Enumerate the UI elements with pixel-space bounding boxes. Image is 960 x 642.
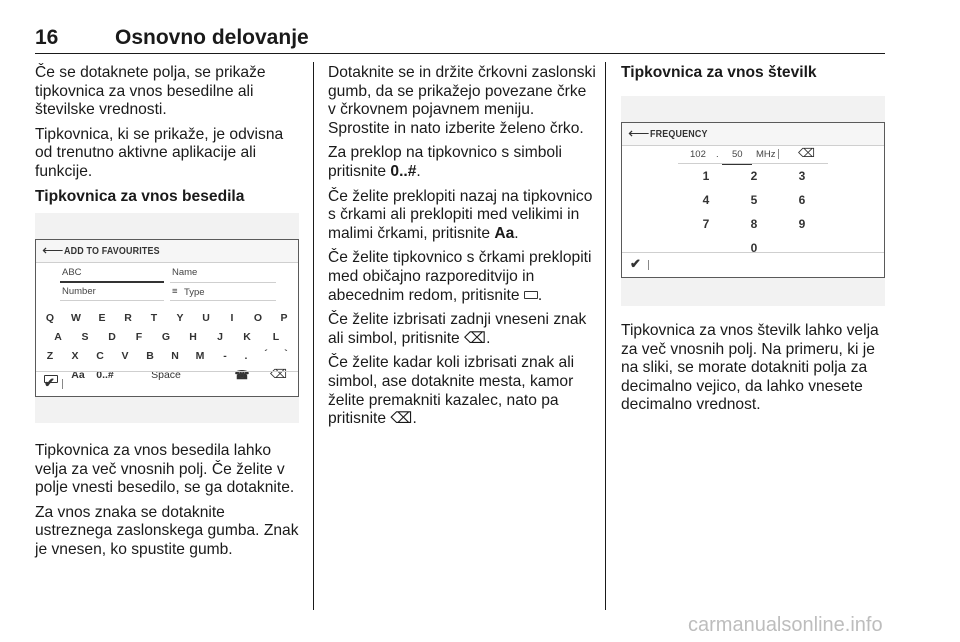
watermark: carmanualsonline.info	[688, 614, 883, 636]
paragraph: Za vnos znaka se dotaknite ustreznega zaslonskega gumba. Znak je vnesen, ko spustite gumb.	[35, 503, 299, 558]
digit-key[interactable]: 9	[798, 217, 806, 231]
screen-bottom-bar	[36, 371, 298, 396]
digit-key[interactable]: 8	[750, 217, 758, 231]
text-run: Če želite preklopiti nazaj na tipkovnico s črkami ali preklopiti med velikimi in malimi črkami, pritisnite	[328, 187, 593, 242]
paragraph	[328, 144, 596, 181]
back-arrow-icon[interactable]: ⟵	[42, 242, 64, 259]
field-underline	[60, 300, 164, 301]
key[interactable]: K	[243, 331, 251, 343]
paragraph: Tipkovnica za vnos besedila lahko velja za več vnosnih polj. Če želite v polje vnesti besedilo, se ga dotaknite.	[35, 442, 295, 497]
key[interactable]: B	[146, 350, 154, 362]
digit-key[interactable]: 7	[702, 217, 710, 231]
number-keyboard-figure	[621, 96, 885, 306]
digit-key[interactable]: 6	[798, 193, 806, 207]
screen-titlebar	[36, 240, 298, 263]
frequency-integer-field[interactable]: 102	[690, 149, 706, 160]
key[interactable]: L	[272, 331, 280, 343]
key[interactable]: M	[195, 350, 205, 362]
key[interactable]: .	[244, 350, 248, 362]
digit-key[interactable]: 3	[798, 169, 806, 183]
key[interactable]: E	[98, 312, 106, 324]
bold-run: Aa	[494, 224, 515, 242]
paragraph	[328, 188, 596, 244]
field-label-number[interactable]: Number	[62, 286, 96, 297]
key[interactable]: Z	[46, 350, 54, 362]
page-number: 16	[35, 26, 59, 49]
screen-bottom-bar	[622, 252, 884, 277]
text-cursor	[778, 149, 779, 159]
field-underline	[170, 300, 276, 301]
bold-run: 0..#	[390, 162, 417, 180]
key[interactable]: X	[71, 350, 79, 362]
key[interactable]: S	[81, 331, 89, 343]
field-underline	[678, 163, 828, 164]
section-heading: Tipkovnica za vnos besedila	[35, 187, 245, 205]
key[interactable]: D	[108, 331, 116, 343]
key[interactable]: V	[121, 350, 129, 362]
text-run: .	[514, 224, 519, 242]
text-run: Če želite tipkovnico s črkami preklopiti med običajno razporeditvijo in abecednim redom, pritisnite	[328, 249, 592, 304]
digit-key[interactable]: 4	[702, 193, 710, 207]
field-label-type[interactable]: Type	[184, 287, 205, 298]
key[interactable]: J	[217, 331, 223, 343]
text-keyboard-screen	[35, 239, 299, 397]
paragraph: Če se dotaknete polja, se prikaže tipkovnica za vnos besedilne ali številske vrednosti.	[35, 64, 266, 119]
key[interactable]: Q	[45, 312, 55, 324]
screen-titlebar	[622, 123, 884, 146]
paragraph: Dotaknite se in držite črkovni zaslonski gumb, da se prikažejo povezane črke v črkovnem pojavnem meniju. Sprostite in nato izberite želeno črko.	[328, 64, 596, 137]
column-divider	[313, 62, 314, 610]
keyboard-icon	[524, 291, 538, 299]
key[interactable]: ´	[264, 348, 268, 360]
column-1-top	[35, 64, 303, 212]
paragraph: Tipkovnica, ki se prikaže, je odvisna od trenutno aktivne aplikacije ali funkcije.	[35, 125, 284, 180]
case-toggle-key[interactable]: Aa	[71, 369, 85, 381]
field-label-name[interactable]: Name	[172, 267, 198, 278]
voice-input-icon[interactable]: ☎	[234, 368, 250, 382]
key[interactable]: T	[150, 312, 158, 324]
column-1-bottom	[35, 442, 303, 566]
page-title: Osnovno delovanje	[115, 26, 309, 49]
column-3-top	[621, 64, 886, 89]
confirm-check-icon[interactable]: ✔	[630, 256, 641, 271]
decimal-point-field[interactable]: .	[716, 149, 719, 160]
key[interactable]: `	[284, 348, 288, 360]
screen-title: FREQUENCY	[650, 128, 708, 140]
text-keyboard-figure	[35, 213, 299, 423]
text-cursor	[62, 379, 63, 389]
key[interactable]: A	[54, 331, 62, 343]
digit-key[interactable]: 5	[750, 193, 758, 207]
key[interactable]: -	[223, 350, 227, 362]
text-cursor	[648, 260, 649, 270]
backspace-icon[interactable]: ⌫	[270, 367, 287, 381]
key[interactable]: R	[124, 312, 132, 324]
key[interactable]: O	[253, 312, 263, 324]
backspace-icon[interactable]: ⌫	[798, 146, 815, 160]
column-3-bottom	[621, 322, 886, 421]
key[interactable]: U	[202, 312, 210, 324]
key[interactable]: P	[280, 312, 288, 324]
dropdown-icon: ≡	[172, 286, 178, 297]
key[interactable]: H	[189, 331, 197, 343]
text-run: Za preklop na tipkovnico s simboli pritisnite	[328, 144, 563, 180]
column-divider	[605, 62, 606, 610]
active-field-underline	[60, 281, 164, 283]
frequency-decimal-field[interactable]: 50	[732, 149, 743, 160]
key[interactable]: W	[71, 312, 81, 324]
number-keyboard-screen	[621, 122, 885, 278]
paragraph: Če želite izbrisati zadnji vneseni znak ali simbol, pritisnite ⌫.	[328, 311, 587, 347]
header-rule	[35, 53, 885, 54]
section-heading: Tipkovnica za vnos številk	[621, 64, 817, 81]
field-underline	[170, 282, 276, 283]
key[interactable]: I	[230, 312, 234, 324]
paragraph: Tipkovnica za vnos številk lahko velja za več vnosnih polj. Na primeru, ki je na sliki, se morate dotakniti polja za decimalno vejico, da lahko vnesete decimalno vrednost.	[621, 322, 879, 414]
back-arrow-icon[interactable]: ⟵	[628, 125, 650, 142]
paragraph	[328, 249, 596, 305]
text-run: .	[537, 286, 543, 304]
key[interactable]: F	[135, 331, 143, 343]
space-key[interactable]: Space	[151, 369, 181, 381]
confirm-check-icon[interactable]: ✔	[44, 375, 55, 390]
key[interactable]: N	[171, 350, 179, 362]
screen-title: ADD TO FAVOURITES	[64, 245, 160, 257]
digit-key[interactable]: 2	[750, 169, 758, 183]
unit-label: MHz	[756, 149, 776, 160]
page-header	[35, 26, 885, 56]
column-2	[328, 64, 596, 435]
text-run: .	[416, 162, 421, 180]
key[interactable]: C	[96, 350, 104, 362]
symbols-key[interactable]: 0..#	[96, 369, 114, 381]
digit-key[interactable]: 0	[750, 241, 758, 255]
input-field-abc[interactable]: ABC	[62, 267, 82, 278]
digit-key[interactable]: 1	[702, 169, 710, 183]
paragraph: Če želite kadar koli izbrisati znak ali simbol, ase dotaknite mesta, kamor želite premakniti kazalec, nato pa pritisnite ⌫.	[328, 354, 575, 428]
key[interactable]: Y	[176, 312, 184, 324]
key[interactable]: G	[161, 331, 171, 343]
